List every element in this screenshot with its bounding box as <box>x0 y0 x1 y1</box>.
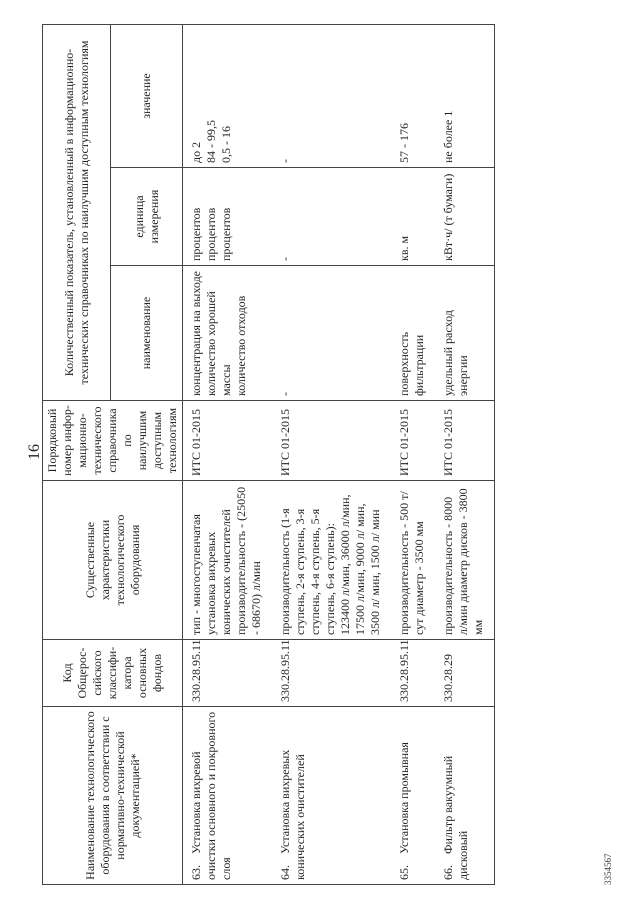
equipment-characteristics <box>272 481 391 640</box>
characteristics-text: производительность (1-я ступень, 2-я ступень, 3-я ступень, 4-я ступень, 5-я ступень, 6-я ступень): 123400 л/мин, 36000 л/мин, 17500 л/мин, 9000 л/ мин, 3500 л/ мин, 1500 л/ мин <box>278 494 382 635</box>
indicator-units <box>272 168 391 266</box>
equipment-characteristics <box>435 481 495 640</box>
table-row <box>391 25 435 885</box>
indicator-name: поверхность фильтрации <box>397 331 426 396</box>
equipment-characteristics <box>391 481 435 640</box>
reference-number <box>272 401 391 481</box>
indicator-values <box>391 25 435 168</box>
characteristics-text: производительность - 8000 л/мин диаметр дисков - 3800 мм <box>441 488 485 635</box>
indicator-units <box>435 168 495 266</box>
header-characteristics: Существенные характеристики технологического оборудования <box>43 481 183 640</box>
equipment-table <box>42 24 495 885</box>
indicator-units <box>183 168 273 266</box>
reference-number <box>435 401 495 481</box>
indicator-names <box>435 266 495 401</box>
indicator-unit: - <box>278 257 292 261</box>
page-number: 16 <box>26 444 43 460</box>
indicator-unit: кВт·ч/ (т бумаги) <box>441 173 455 261</box>
equipment-name: Установка промывная <box>397 742 411 854</box>
indicator-units <box>391 168 435 266</box>
equipment-name-cell <box>391 707 435 885</box>
equipment-name-cell <box>272 707 391 885</box>
header-indicator-name: наименование <box>111 266 183 401</box>
header-indicator-group: Количественный показатель, установленный в информационно-технических справочниках по наилучшим доступным технологиям <box>43 25 111 401</box>
code-value: 330.28.95.11 <box>189 639 203 702</box>
indicator-values <box>183 25 273 168</box>
reference-value: ИТС 01-2015 <box>189 409 203 476</box>
characteristics-text: тип - многоступенчатая установка вихревых конических очистителей производительность - (25050 - 68670) л/мин <box>189 486 263 635</box>
indicator-names <box>183 266 273 401</box>
equipment-name-cell <box>183 707 273 885</box>
indicator-names <box>391 266 435 401</box>
equipment-code <box>272 640 391 707</box>
table-row <box>435 25 495 885</box>
indicator-names <box>272 266 391 401</box>
table-row <box>272 25 391 885</box>
code-value: 330.28.29 <box>441 654 455 702</box>
code-value: 330.28.95.11 <box>278 639 292 702</box>
footer-code: 3354567 <box>603 853 613 885</box>
indicator-value: 0,5 - 16 <box>219 126 233 163</box>
indicator-value: 57 - 176 <box>397 123 411 163</box>
reference-number <box>183 401 273 481</box>
header-reference-number: Порядковый номер инфор-мационно-технического справочника по наилучшим доступным технологиям <box>43 401 183 481</box>
indicator-unit: процентов <box>219 207 233 261</box>
indicator-unit: процентов <box>204 207 218 261</box>
code-value: 330.28.95.11 <box>397 639 411 702</box>
reference-value: ИТС 01-2015 <box>278 409 292 476</box>
indicator-value: 84 - 99,5 <box>204 120 218 163</box>
indicator-unit: кв. м <box>397 235 411 261</box>
equipment-characteristics <box>183 481 273 640</box>
row-number: 64. <box>278 865 292 880</box>
header-indicator-value: значение <box>111 25 183 168</box>
indicator-values <box>272 25 391 168</box>
row-number: 65. <box>397 865 411 880</box>
indicator-value: - <box>278 159 292 163</box>
equipment-name-cell <box>435 707 495 885</box>
row-number: 66. <box>441 865 455 880</box>
indicator-unit: процентов <box>189 207 203 261</box>
indicator-name: концентрация на выходе <box>189 271 203 396</box>
row-number: 63. <box>189 865 203 880</box>
header-indicator-unit: единица измерения <box>111 168 183 266</box>
equipment-name: Установка вихревых конических очистителей <box>278 749 307 880</box>
indicator-name: количество отходов <box>234 295 248 396</box>
indicator-value: не более 1 <box>441 110 455 163</box>
equipment-code <box>183 640 273 707</box>
table-row <box>183 25 273 885</box>
indicator-values <box>435 25 495 168</box>
header-code: Код Общерос-сийского классифи-катора основных фондов <box>43 640 183 707</box>
indicator-name: удельный расход энергии <box>441 310 470 396</box>
reference-value: ИТС 01-2015 <box>397 409 411 476</box>
reference-number <box>391 401 435 481</box>
header-name: Наименование технологического оборудования в соответствии с нормативно-технической документацией* <box>43 707 183 885</box>
equipment-code <box>391 640 435 707</box>
indicator-name: - <box>278 392 292 396</box>
equipment-name: Установка вихревой очистки основного и покровного слоя <box>189 711 233 880</box>
reference-value: ИТС 01-2015 <box>441 409 455 476</box>
indicator-name: количество хорошей массы <box>204 291 233 396</box>
equipment-name: Фильтр вакуумный дисковый <box>441 755 470 880</box>
equipment-code <box>435 640 495 707</box>
indicator-value: до 2 <box>189 141 203 163</box>
characteristics-text: производительность - 500 т/сут диаметр - 3500 мм <box>397 491 426 635</box>
